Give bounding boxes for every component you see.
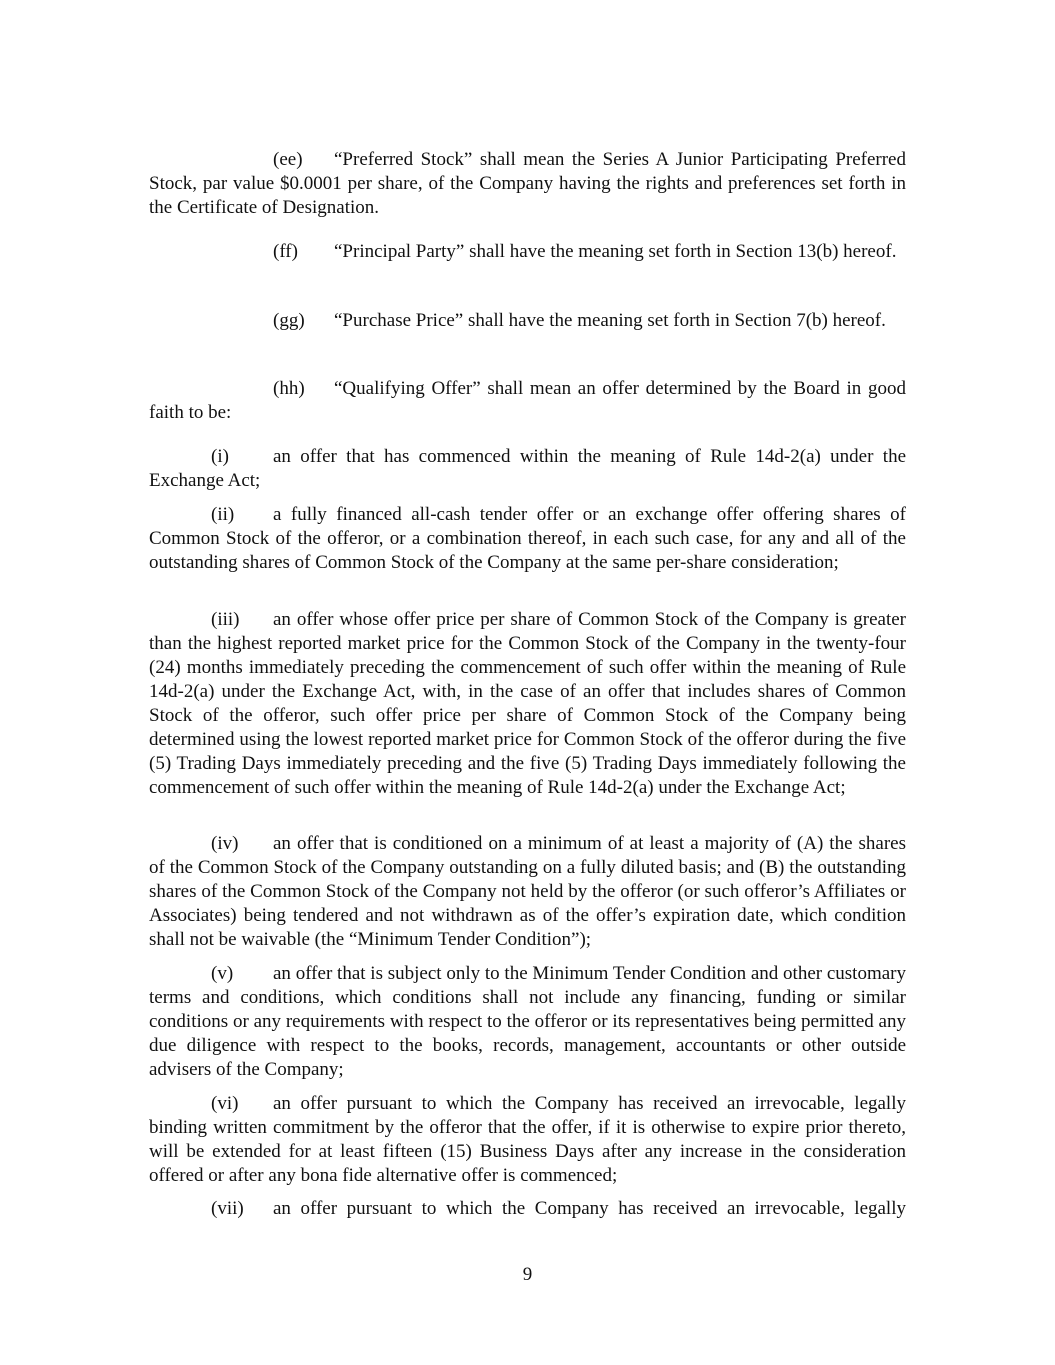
sub-item-i [149,445,906,493]
paragraph-label: (ff) [273,241,298,262]
sub-item-iii [149,608,906,800]
sub-item-ii [149,503,906,575]
paragraph-label: (v) [211,963,234,984]
paragraph-label: (ii) [211,504,235,525]
paragraph-text: an offer pursuant to which the Company has received an irrevocable, legally binding written commitment by the offeror that the offer, if it is otherwise to expire prior thereto, will be extended for at least fifteen (15) Business Days after any increase in the consideration offered or after any bona fide alternative offer is commenced; [149,1093,906,1186]
paragraph-label: (vi) [211,1093,239,1114]
paragraph-text: “Preferred Stock” shall mean the Series A Junior Participating Preferred Stock, par value $0.0001 per share, of the Company having the rights and preferences set forth in the Certificate of Designation. [149,149,906,218]
definition-purchase-price [149,309,906,333]
paragraph-text: “Principal Party” shall have the meaning set forth in Section 13(b) hereof. [334,241,897,262]
sub-item-vii [149,1197,906,1221]
paragraph-label: (ee) [273,149,303,170]
definition-principal-party [149,240,906,264]
paragraph-text: “Qualifying Offer” shall mean an offer determined by the Board in good faith to be: [149,378,906,423]
definition-preferred-stock [149,148,906,220]
paragraph-text: an offer whose offer price per share of Common Stock of the Company is greater than the highest reported market price for the Common Stock of the Company in the twenty-four (24) months immediately preceding the commencement of such offer within the meaning of Rule 14d-2(a) under the Exchange Act, with, in the case of an offer that includes shares of Common Stock of the offeror, such offer price per share of Common Stock of the Company being determined using the lowest reported market price for Common Stock of the offeror during the five (5) Trading Days immediately preceding and the five (5) Trading Days immediately following the commencement of such offer within the meaning of Rule 14d-2(a) under the Exchange Act; [149,609,906,798]
sub-item-vi [149,1092,906,1188]
paragraph-label: (iv) [211,833,239,854]
paragraph-text: a fully financed all-cash tender offer or an exchange offer offering shares of Common Stock of the offeror, or a combination thereof, in each such case, for any and all of the outstanding shares of Common Stock of the Company at the same per-share consideration; [149,504,906,573]
paragraph-text: an offer that is conditioned on a minimum of at least a majority of (A) the shares of the Common Stock of the Company outstanding on a fully diluted basis; and (B) the outstanding shares of the Common Stock of the Company not held by the offeror (or such offeror’s Affiliates or Associates) being tendered and not withdrawn as of the offer’s expiration date, which condition shall not be waivable (the “Minimum Tender Condition”); [149,833,906,950]
paragraph-text: an offer that has commenced within the meaning of Rule 14d-2(a) under the Exchange Act; [149,446,906,491]
definition-qualifying-offer [149,377,906,425]
paragraph-label: (i) [211,446,229,467]
paragraph-label: (iii) [211,609,240,630]
paragraph-text: an offer pursuant to which the Company has received an irrevocable, legally [273,1198,906,1219]
paragraph-text: “Purchase Price” shall have the meaning set forth in Section 7(b) hereof. [334,310,886,331]
paragraph-label: (vii) [211,1198,244,1219]
paragraph-label: (hh) [273,378,305,399]
sub-item-iv [149,832,906,952]
page-number: 9 [522,1264,533,1285]
paragraph-text: an offer that is subject only to the Minimum Tender Condition and other customary terms and conditions, which conditions shall not include any financing, funding or similar conditions or any requirements with respect to the offeror or its representatives being permitted any due diligence with respect to the books, records, management, accountants or other outside advisers of the Company; [149,963,906,1080]
sub-item-v [149,962,906,1082]
paragraph-label: (gg) [273,310,305,331]
